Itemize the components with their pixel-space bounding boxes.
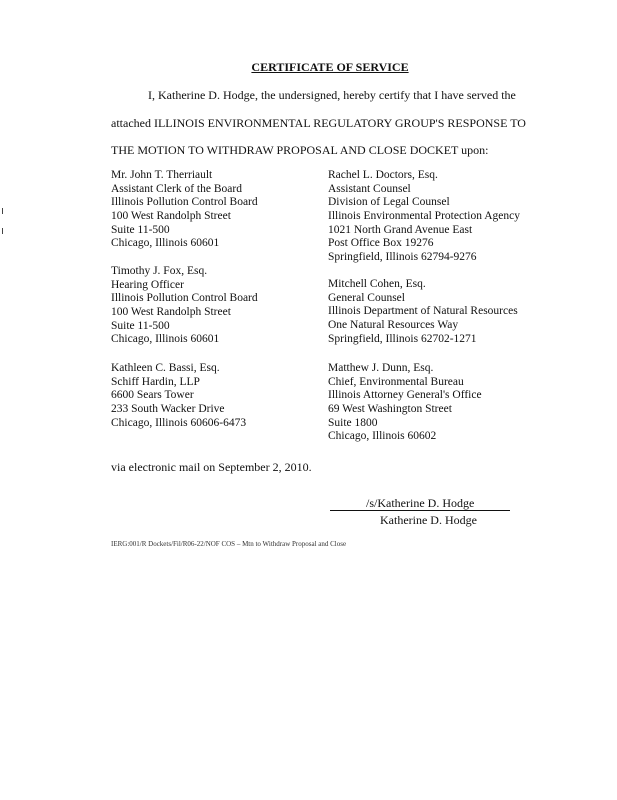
signature-line: /s/Katherine D. Hodge (330, 496, 510, 511)
intro-line-3: THE MOTION TO WITHDRAW PROPOSAL AND CLOSE DOCKET upon: (111, 143, 489, 157)
address-line: Hearing Officer (111, 278, 184, 291)
address-line: Mr. John T. Therriault (111, 169, 213, 181)
address-line: Mitchell Cohen, Esq. (328, 278, 426, 290)
document-title: CERTIFICATE OF SERVICE (251, 60, 409, 74)
recipient-fox (111, 265, 258, 347)
address-line: Chicago, Illinois 60601 (111, 237, 220, 250)
address-line: Suite 1800 (328, 416, 378, 429)
address-line: 6600 Sears Tower (111, 389, 194, 402)
signer-name: Katherine D. Hodge (380, 513, 477, 527)
recipient-bassi (111, 362, 246, 430)
address-line: Chicago, Illinois 60602 (328, 430, 437, 443)
address-line: Springfield, Illinois 62794-9276 (328, 251, 477, 264)
address-line: 69 West Washington Street (328, 403, 452, 416)
address-line: Kathleen C. Bassi, Esq. (111, 362, 220, 374)
address-line: 233 South Wacker Drive (111, 403, 225, 416)
address-line: Rachel L. Doctors, Esq. (328, 169, 438, 181)
address-line: Springfield, Illinois 62702-1271 (328, 332, 477, 345)
address-line: Division of Legal Counsel (328, 196, 450, 209)
address-line: Timothy J. Fox, Esq. (111, 265, 208, 277)
address-line: 100 West Randolph Street (111, 306, 231, 319)
document-footer: IERG:001/R Dockets/Fil/R06-22/NOF COS – Mtn to Withdraw Proposal and Close (111, 540, 347, 548)
recipient-therriault (111, 169, 258, 251)
address-line: Assistant Counsel (328, 182, 411, 195)
scan-mark (2, 208, 3, 214)
address-line: Illinois Pollution Control Board (111, 292, 258, 305)
address-line: 1021 North Grand Avenue East (328, 223, 473, 236)
intro-line-1: I, Katherine D. Hodge, the undersigned, hereby certify that I have served the (148, 88, 516, 102)
address-line: Chicago, Illinois 60606-6473 (111, 416, 247, 429)
address-line: Suite 11-500 (111, 319, 170, 332)
address-line: One Natural Resources Way (328, 319, 459, 332)
recipient-dunn (328, 362, 482, 444)
address-line: Illinois Pollution Control Board (111, 196, 258, 209)
address-line: Chicago, Illinois 60601 (111, 333, 220, 346)
address-line: Illinois Department of Natural Resources (328, 305, 518, 318)
scan-mark (2, 228, 3, 234)
service-method: via electronic mail on September 2, 2010. (111, 460, 312, 474)
address-line: General Counsel (328, 291, 405, 304)
address-line: Post Office Box 19276 (328, 237, 434, 250)
address-line: Illinois Attorney General's Office (328, 389, 482, 402)
intro-line-2: attached ILLINOIS ENVIRONMENTAL REGULATORY GROUP'S RESPONSE TO (111, 116, 526, 130)
address-line: Chief, Environmental Bureau (328, 375, 464, 388)
address-line: Assistant Clerk of the Board (111, 182, 242, 195)
address-line: Matthew J. Dunn, Esq. (328, 362, 434, 374)
address-line: Suite 11-500 (111, 223, 170, 236)
address-line: Schiff Hardin, LLP (111, 375, 200, 388)
address-line: 100 West Randolph Street (111, 210, 231, 223)
recipient-cohen (328, 278, 518, 346)
recipient-doctors (328, 169, 520, 265)
address-line: Illinois Environmental Protection Agency (328, 210, 520, 223)
